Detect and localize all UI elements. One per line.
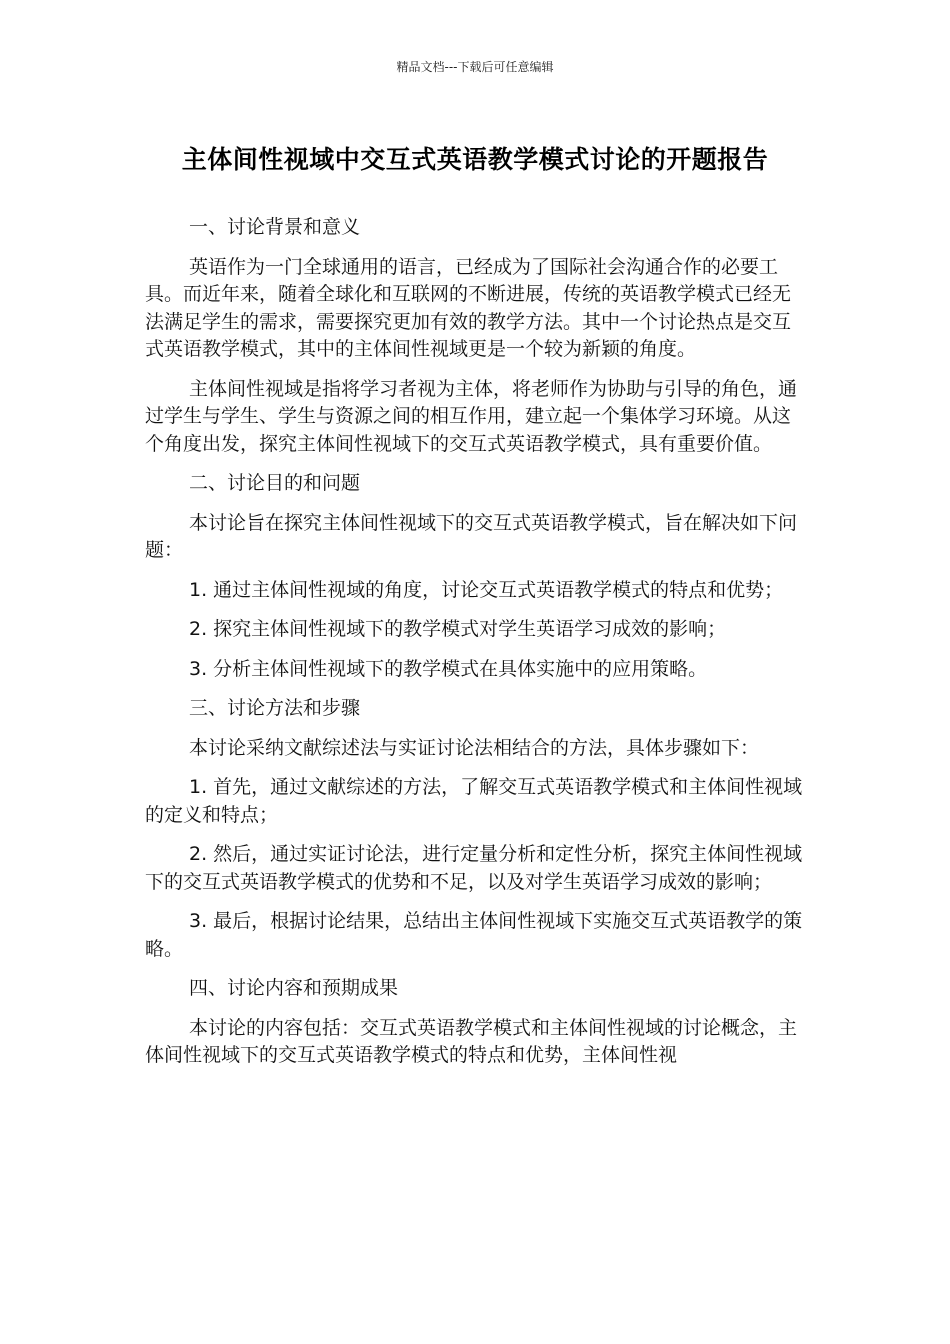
list-item: 2. 然后，通过实证讨论法，进行定量分析和定性分析，探究主体间性视域下的交互式英语教学模式的优势和不足，以及对学生英语学习成效的影响； (145, 843, 803, 893)
section-heading: 一、讨论背景和意义 (189, 216, 361, 238)
list-item: 1. 首先，通过文献综述的方法，了解交互式英语教学模式和主体间性视域的定义和特点； (145, 776, 803, 826)
section-heading: 四、讨论内容和预期成果 (189, 977, 399, 999)
body-paragraph: 主体间性视域是指将学习者视为主体，将老师作为协助与引导的角色，通过学生与学生、学生与资源之间的相互作用，建立起一个集体学习环境。从这个角度出发，探究主体间性视域下的交互式英语教学模式，具有重要价值。 (145, 377, 798, 455)
section-heading: 二、讨论目的和问题 (189, 472, 361, 494)
body-paragraph: 本讨论的内容包括：交互式英语教学模式和主体间性视域的讨论概念，主体间性视域下的交互式英语教学模式的特点和优势，主体间性视 (145, 1016, 798, 1066)
document-body (145, 214, 805, 1082)
document-title: 主体间性视域中交互式英语教学模式讨论的开题报告 (181, 145, 769, 174)
page-header: 精品文档---下载后可任意编辑 (396, 60, 554, 74)
list-item: 3. 分析主体间性视域下的教学模式在具体实施中的应用策略。 (189, 657, 708, 680)
list-item: 3. 最后，根据讨论结果，总结出主体间性视域下实施交互式英语教学的策略。 (145, 910, 803, 960)
list-item: 2. 探究主体间性视域下的教学模式对学生英语学习成效的影响； (189, 618, 727, 640)
body-paragraph: 本讨论采纳文献综述法与实证讨论法相结合的方法，具体步骤如下： (189, 736, 760, 759)
body-paragraph: 本讨论旨在探究主体间性视域下的交互式英语教学模式，旨在解决如下问题： (145, 511, 798, 561)
section-heading: 三、讨论方法和步骤 (189, 697, 361, 719)
body-paragraph: 英语作为一门全球通用的语言，已经成为了国际社会沟通合作的必要工具。而近年来，随着全球化和互联网的不断进展，传统的英语教学模式已经无法满足学生的需求，需要探究更加有效的教学方法。其中一个讨论热点是交互式英语教学模式，其中的主体间性视域更是一个较为新颖的角度。 (145, 255, 792, 360)
list-item: 1. 通过主体间性视域的角度，讨论交互式英语教学模式的特点和优势； (189, 578, 784, 601)
